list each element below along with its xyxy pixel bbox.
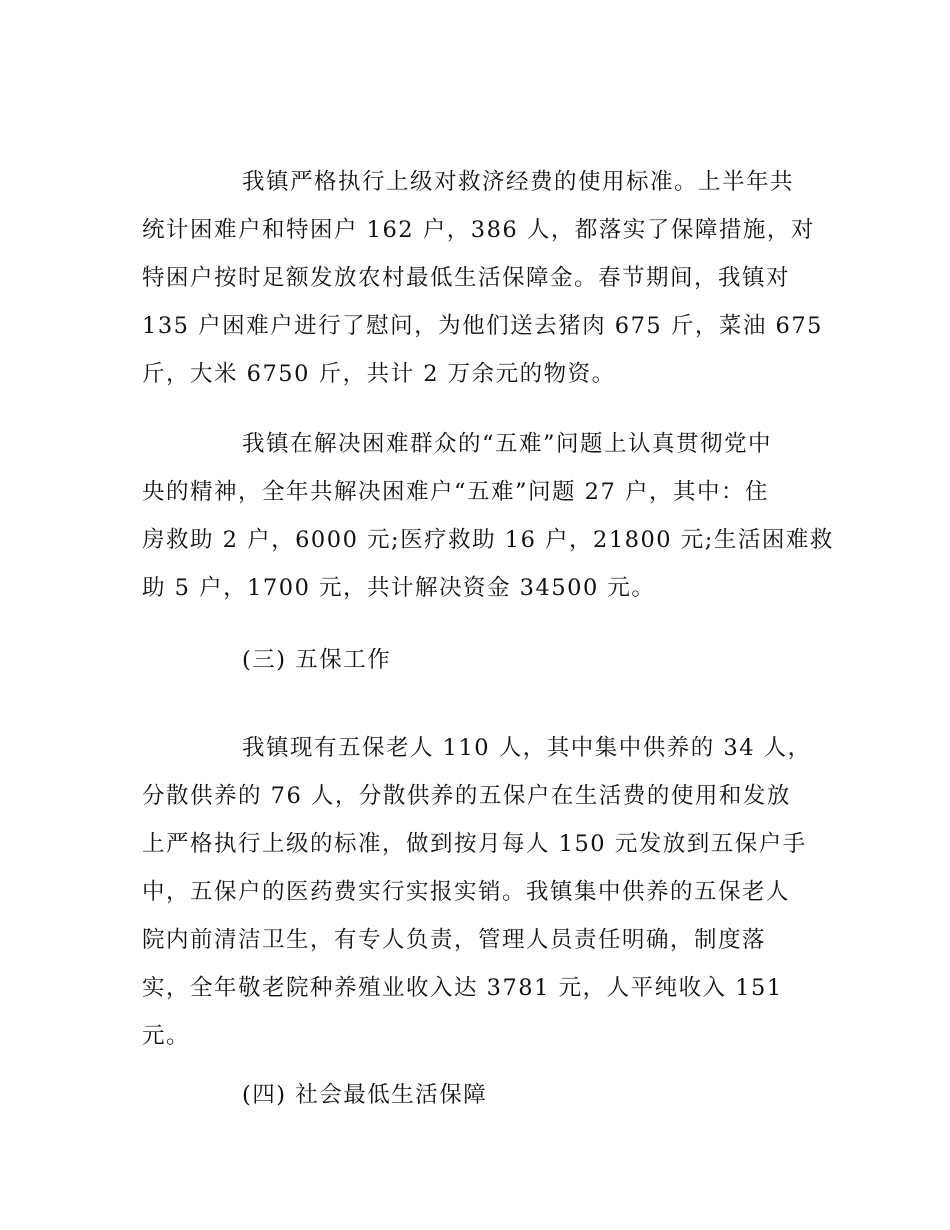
text-line: 我镇在解决困难群众的“五难”问题上认真贯彻党中 (242, 431, 773, 457)
text-line: 元。 (142, 1023, 191, 1049)
text-line: 上严格执行上级的标准，做到按月每人 150 元发放到五保户手 (142, 831, 807, 857)
text-line: 央的精神，全年共解决困难户“五难”问题 27 户，其中：住 (142, 479, 769, 505)
text-line: 我镇严格执行上级对救济经费的使用标准。上半年共 (242, 169, 795, 195)
paragraph-wubao-elderly (142, 724, 814, 1060)
paragraph-five-difficulties (142, 420, 834, 612)
text-line: 中，五保户的医药费实行实报实销。我镇集中供养的五保老人 (142, 879, 791, 905)
text-line: 分散供养的 76 人，分散供养的五保户在生活费的使用和发放 (142, 783, 791, 809)
text-line: 实，全年敬老院种养殖业收入达 3781 元，人平纯收入 151 (142, 975, 783, 1001)
text-line: 统计困难户和特困户 162 户，386 人，都落实了保障措施，对 (142, 217, 815, 243)
section-heading-minimum-living: (四) 社会最低生活保障 (242, 1082, 488, 1108)
text-line: 特困户按时足额发放农村最低生活保障金。春节期间，我镇对 (142, 265, 791, 291)
text-line: 135 户困难户进行了慰问，为他们送去猪肉 675 斤，菜油 675 (142, 313, 823, 339)
paragraph-relief-funds (142, 158, 823, 398)
section-heading-wubao: (三) 五保工作 (242, 647, 392, 673)
text-line: 助 5 户，1700 元，共计解决资金 34500 元。 (142, 575, 656, 601)
text-line: 院内前清洁卫生，有专人负责，管理人员责任明确，制度落 (142, 927, 767, 953)
text-line: 斤，大米 6750 斤，共计 2 万余元的物资。 (142, 361, 616, 387)
text-line: 我镇现有五保老人 110 人，其中集中供养的 34 人， (242, 735, 812, 761)
text-line: 房救助 2 户，6000 元;医疗救助 16 户，21800 元;生活困难救 (142, 527, 834, 553)
